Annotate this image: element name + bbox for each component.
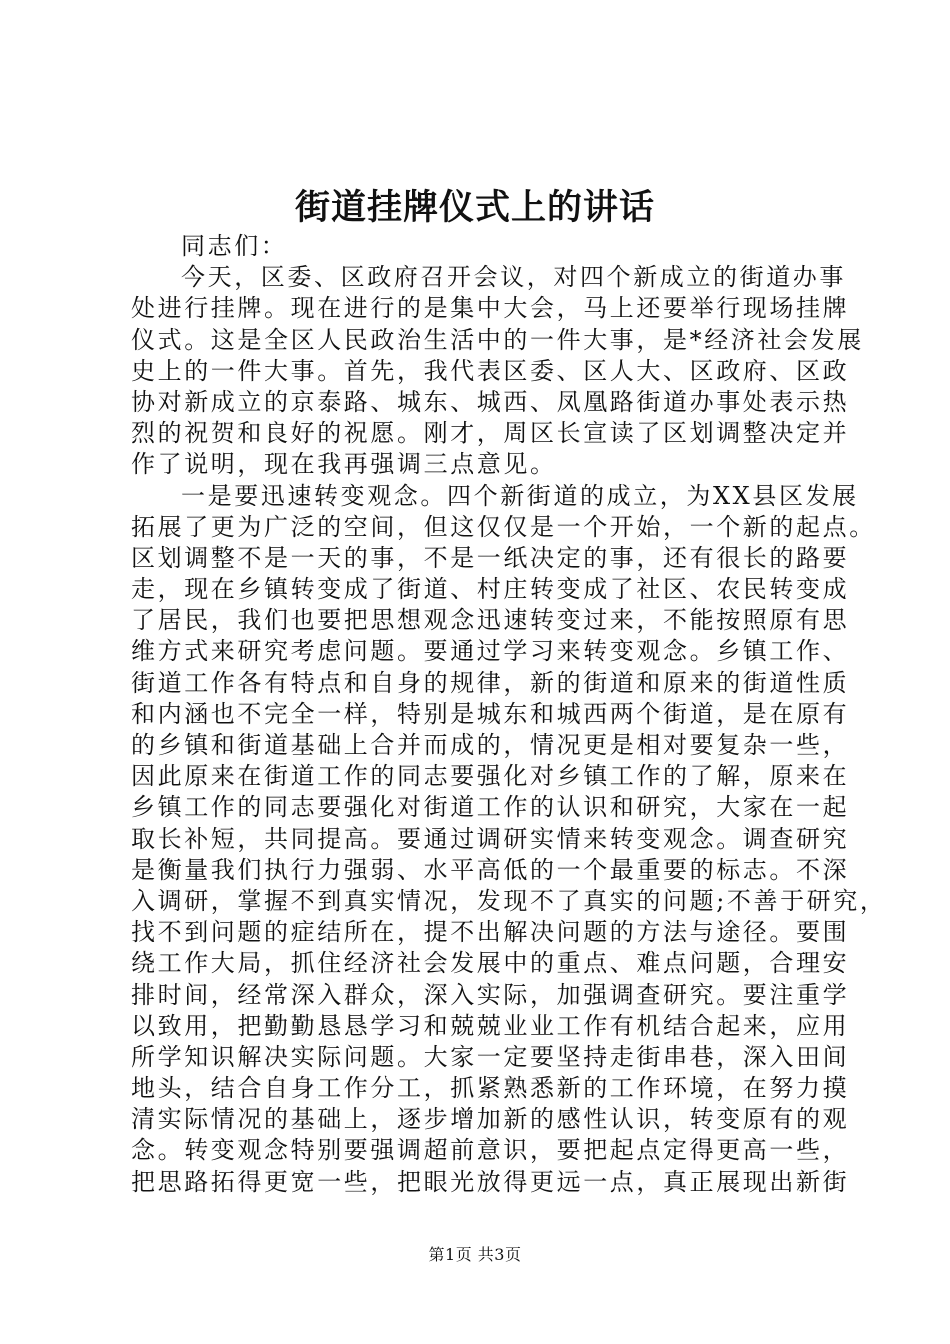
document-title: 街道挂牌仪式上的讲话 xyxy=(294,187,655,228)
page-number-footer: 第1页 共3页 xyxy=(428,1245,522,1264)
body-line: 一是要迅速转变观念。四个新街道的成立，为XX县区发展 xyxy=(181,481,859,510)
body-line: 协对新成立的京泰路、城东、城西、凤凰路街道办事处表示热 xyxy=(131,387,850,416)
body-line: 地头，结合自身工作分工，抓紧熟悉新的工作环境，在努力摸 xyxy=(131,1074,850,1103)
body-line: 的乡镇和街道基础上合并而成的，情况更是相对要复杂一些， xyxy=(131,731,850,759)
body-line: 和内涵也不完全一样，特别是城东和城西两个街道，是在原有 xyxy=(131,699,850,728)
body-line: 念。转变观念特别要强调超前意识，要把起点定得更高一些， xyxy=(131,1136,850,1165)
body-line: 仪式。这是全区人民政治生活中的一件大事，是*经济社会发展 xyxy=(131,325,864,354)
body-line: 所学知识解决实际问题。大家一定要坚持走街串巷，深入田间 xyxy=(131,1042,850,1071)
body-line: 史上的一件大事。首先，我代表区委、区人大、区政府、区政 xyxy=(131,356,850,385)
body-line: 找不到问题的症结所在，提不出解决问题的方法与途径。要围 xyxy=(131,918,850,947)
body-line: 处进行挂牌。现在进行的是集中大会，马上还要举行现场挂牌 xyxy=(131,294,850,323)
document-body xyxy=(131,231,887,1198)
body-line: 排时间，经常深入群众，深入实际，加强调查研究。要注重学 xyxy=(131,980,850,1009)
body-line: 以致用，把勤勤恳恳学习和兢兢业业工作有机结合起来，应用 xyxy=(131,1011,850,1040)
body-line: 走，现在乡镇转变成了街道、村庄转变成了社区、农民转变成 xyxy=(131,575,850,604)
body-line: 因此原来在街道工作的同志要强化对乡镇工作的了解，原来在 xyxy=(131,762,850,791)
body-line: 拓展了更为广泛的空间，但这仅仅是一个开始，一个新的起点。 xyxy=(131,512,876,541)
body-line: 烈的祝贺和良好的祝愿。刚才，周区长宣读了区划调整决定并 xyxy=(131,419,850,448)
body-line: 是衡量我们执行力强弱、水平高低的一个最重要的标志。不深 xyxy=(131,855,850,884)
body-line: 入调研，掌握不到真实情况，发现不了真实的问题;不善于研究， xyxy=(131,886,887,915)
body-line: 了居民，我们也要把思想观念迅速转变过来，不能按照原有思 xyxy=(131,606,850,635)
salutation-line: 同志们： xyxy=(181,232,288,260)
body-line: 乡镇工作的同志要强化对街道工作的认识和研究，大家在一起 xyxy=(131,793,850,822)
body-line: 把思路拓得更宽一些，把眼光放得更远一点，真正展现出新街 xyxy=(131,1167,850,1196)
body-line: 今天，区委、区政府召开会议，对四个新成立的街道办事 xyxy=(181,263,846,292)
body-line: 绕工作大局，抓住经济社会发展中的重点、难点问题，合理安 xyxy=(131,949,850,978)
body-line: 作了说明，现在我再强调三点意见。 xyxy=(131,450,557,479)
body-line: 维方式来研究考虑问题。要通过学习来转变观念。乡镇工作、 xyxy=(131,637,850,666)
body-line: 清实际情况的基础上，逐步增加新的感性认识，转变原有的观 xyxy=(131,1105,850,1134)
body-line: 取长补短，共同提高。要通过调研实情来转变观念。调查研究 xyxy=(131,824,850,853)
body-line: 街道工作各有特点和自身的规律，新的街道和原来的街道性质 xyxy=(131,668,850,697)
body-line: 区划调整不是一天的事，不是一纸决定的事，还有很长的路要 xyxy=(131,543,850,572)
